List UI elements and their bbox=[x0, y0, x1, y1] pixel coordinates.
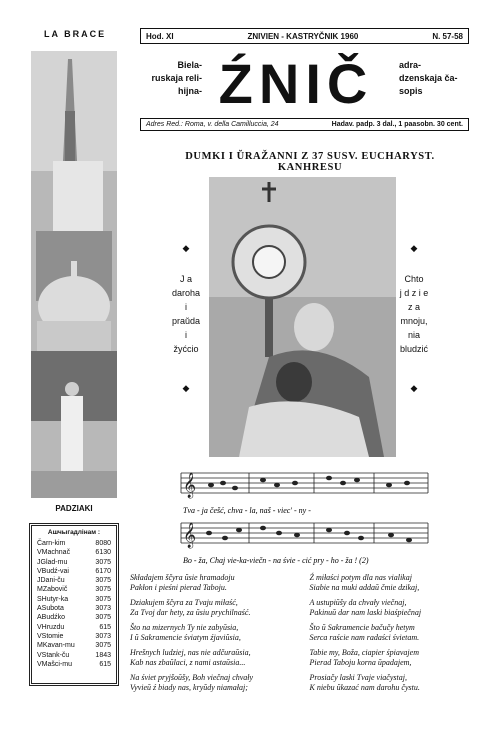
schedule-value: 1843 bbox=[95, 651, 111, 659]
side-word: J a bbox=[179, 274, 192, 284]
schedule-value: 615 bbox=[99, 660, 111, 668]
side-word: i bbox=[185, 302, 187, 312]
church-and-pope-photo bbox=[31, 51, 117, 498]
schedule-value: 3075 bbox=[95, 558, 111, 566]
side-word: praŭda bbox=[171, 316, 201, 326]
issue-info-bar bbox=[140, 28, 469, 44]
schedule-name: VStomie bbox=[37, 632, 64, 640]
schedule-row bbox=[37, 585, 111, 594]
schedule-row bbox=[37, 641, 111, 650]
right-side-text bbox=[393, 272, 435, 356]
diamond-ornament: ◆ bbox=[182, 383, 190, 393]
schedule-value: 6130 bbox=[95, 549, 111, 557]
tagline-line: Biela- bbox=[177, 60, 202, 70]
side-word: daroha bbox=[171, 288, 201, 298]
left-tagline bbox=[140, 59, 202, 98]
schedule-row bbox=[37, 613, 111, 622]
issue-date: ZNIVIEN - KASTRYČNIK 1960 bbox=[247, 31, 359, 41]
schedule-name: SHutyr-ka bbox=[37, 595, 69, 603]
volume-label: Hod. XI bbox=[146, 31, 174, 41]
tagline-line: ruskaja reli- bbox=[151, 73, 202, 83]
schedule-name: MKavan-mu bbox=[37, 642, 75, 650]
schedule-row bbox=[37, 660, 111, 669]
issue-number: N. 57-58 bbox=[432, 31, 463, 41]
verse: Na śviet pryjšoŭšy, Boh viečnaj chvały Vyvieŭ ź biady nas, kryŭdy niamałaj; bbox=[130, 673, 254, 692]
editorial-address: Adres Red.: Roma, v. della Camilluccia, 24 bbox=[146, 121, 279, 128]
schedule-box bbox=[29, 523, 119, 686]
title-text: ŹNIČ bbox=[218, 52, 374, 115]
schedule-name: ABudźko bbox=[37, 614, 66, 622]
schedule-value: 3075 bbox=[95, 577, 111, 585]
right-tagline bbox=[399, 59, 474, 98]
schedule-row bbox=[37, 632, 111, 641]
schedule-name: ASubota bbox=[37, 605, 64, 613]
diamond-ornament: ◆ bbox=[410, 383, 418, 393]
schedule-row bbox=[37, 623, 111, 632]
subscription-price: Hadav. padp. 3 dal., 1 paasobn. 30 cent. bbox=[331, 121, 463, 128]
hymn-verses bbox=[130, 573, 475, 692]
verse: Prosiačy laski Tvaje viačystaj, K niebu ŭkazać nam darohu čystu. bbox=[309, 673, 420, 692]
schedule-row bbox=[37, 548, 111, 557]
schedule-value: 6170 bbox=[95, 567, 111, 575]
schedule-name: VBudź-vai bbox=[37, 567, 69, 575]
schedule-value: 3073 bbox=[95, 632, 111, 640]
verse: Hrešnych ludziej, nas nie adčuraŭsia, Kab nas zbaŭlaci, z nami astaŭsia... bbox=[130, 648, 251, 667]
schedule-value: 3075 bbox=[95, 586, 111, 594]
schedule-name: JDani-ču bbox=[37, 577, 65, 585]
music-score bbox=[179, 465, 430, 568]
schedule-name: VStank-ču bbox=[37, 651, 70, 659]
tagline-line: sopis bbox=[399, 86, 423, 96]
side-word: i bbox=[185, 330, 187, 340]
schedule-value: 3075 bbox=[95, 595, 111, 603]
side-word: nia bbox=[407, 330, 420, 340]
side-word: mnoju, bbox=[400, 316, 428, 326]
side-word: žyćcio bbox=[173, 344, 199, 354]
verse: A ustupiŭšy da chvały viečnaj, Pakinuŭ dar nam laski biaśpiečnaj bbox=[309, 598, 422, 617]
verse: Što na mizernych Ty nie zabyŭsia, I ŭ Sakramencie śviatym źjaviŭsia, bbox=[130, 623, 241, 642]
verse: Ź miłaści potym dla nas vialikaj Siabie na muki addaŭ čmie dzikaj, bbox=[309, 573, 420, 592]
schedule-name: JGlad-mu bbox=[37, 558, 68, 566]
schedule-name: VMachnač bbox=[37, 549, 71, 557]
verse: Dziakujem ščyra za Tvaju miłaść, Za Tvoj dar hety, za ŭsiu prychilnaść. bbox=[130, 598, 251, 617]
svg-text:𝄞: 𝄞 bbox=[183, 473, 197, 498]
tagline-line: adra- bbox=[399, 60, 422, 70]
tagline-line: hijna- bbox=[178, 86, 202, 96]
side-word: Chto bbox=[404, 274, 424, 284]
schedule-name: Čarn-kim bbox=[37, 540, 66, 547]
schedule-title: Ашчыгадлінам : bbox=[47, 529, 101, 536]
schedule-row bbox=[37, 576, 111, 585]
lyric-line-2: Bo - ža, Chaj vie-ka-viečn - na śvie - cić pry - ho - ža ! (2) bbox=[183, 556, 369, 565]
schedule-value: 8080 bbox=[95, 540, 111, 547]
left-side-text bbox=[165, 272, 207, 356]
schedule-name: VMašci-mu bbox=[37, 660, 73, 668]
schedule-name: MZabovič bbox=[37, 586, 68, 594]
verse: Składajem ščyra ŭsie hramadoju Pakłon i pieśni pierad Taboju. bbox=[130, 573, 235, 592]
address-bar bbox=[140, 118, 469, 131]
tagline-line: dzenskaja ča- bbox=[399, 73, 458, 83]
verse: Tabie my, Boža, ciapier śpiavajem Pierad Taboju korna ŭpadajem, bbox=[309, 648, 419, 667]
schedule-row bbox=[37, 651, 111, 660]
side-word: z a bbox=[407, 302, 420, 312]
left-photo-caption: PADZIAKI bbox=[55, 504, 93, 513]
side-word: j d z i e bbox=[399, 288, 429, 298]
schedule-value: 3075 bbox=[95, 642, 111, 650]
diamond-ornament: ◆ bbox=[410, 243, 418, 253]
lyric-line-1: Tva - ja češć, chva - la, naš - viec' - ny - bbox=[183, 506, 311, 515]
masthead-title bbox=[206, 46, 386, 116]
svg-text:𝄞: 𝄞 bbox=[183, 523, 197, 548]
verse: Što ŭ Sakramencie bačučy hetym Serca raście nam radaści śvietam. bbox=[309, 623, 420, 642]
side-word: bludzić bbox=[399, 344, 428, 354]
eucharist-photo bbox=[209, 177, 396, 457]
schedule-value: 3075 bbox=[95, 614, 111, 622]
schedule-row bbox=[37, 539, 111, 548]
article-headline: DUMKI I ŬRAŽANNI Z 37 SUSV. EUCHARYST. KANHRESU bbox=[185, 151, 435, 173]
schedule-value: 615 bbox=[99, 623, 111, 631]
diamond-ornament: ◆ bbox=[182, 243, 190, 253]
schedule-value: 3073 bbox=[95, 605, 111, 613]
side-heading: LA BRACE bbox=[44, 29, 107, 39]
schedule-name: VHruzdu bbox=[37, 623, 65, 631]
schedule-row bbox=[37, 595, 111, 604]
schedule-row bbox=[37, 567, 111, 576]
schedule-row bbox=[37, 604, 111, 613]
schedule-row bbox=[37, 558, 111, 567]
